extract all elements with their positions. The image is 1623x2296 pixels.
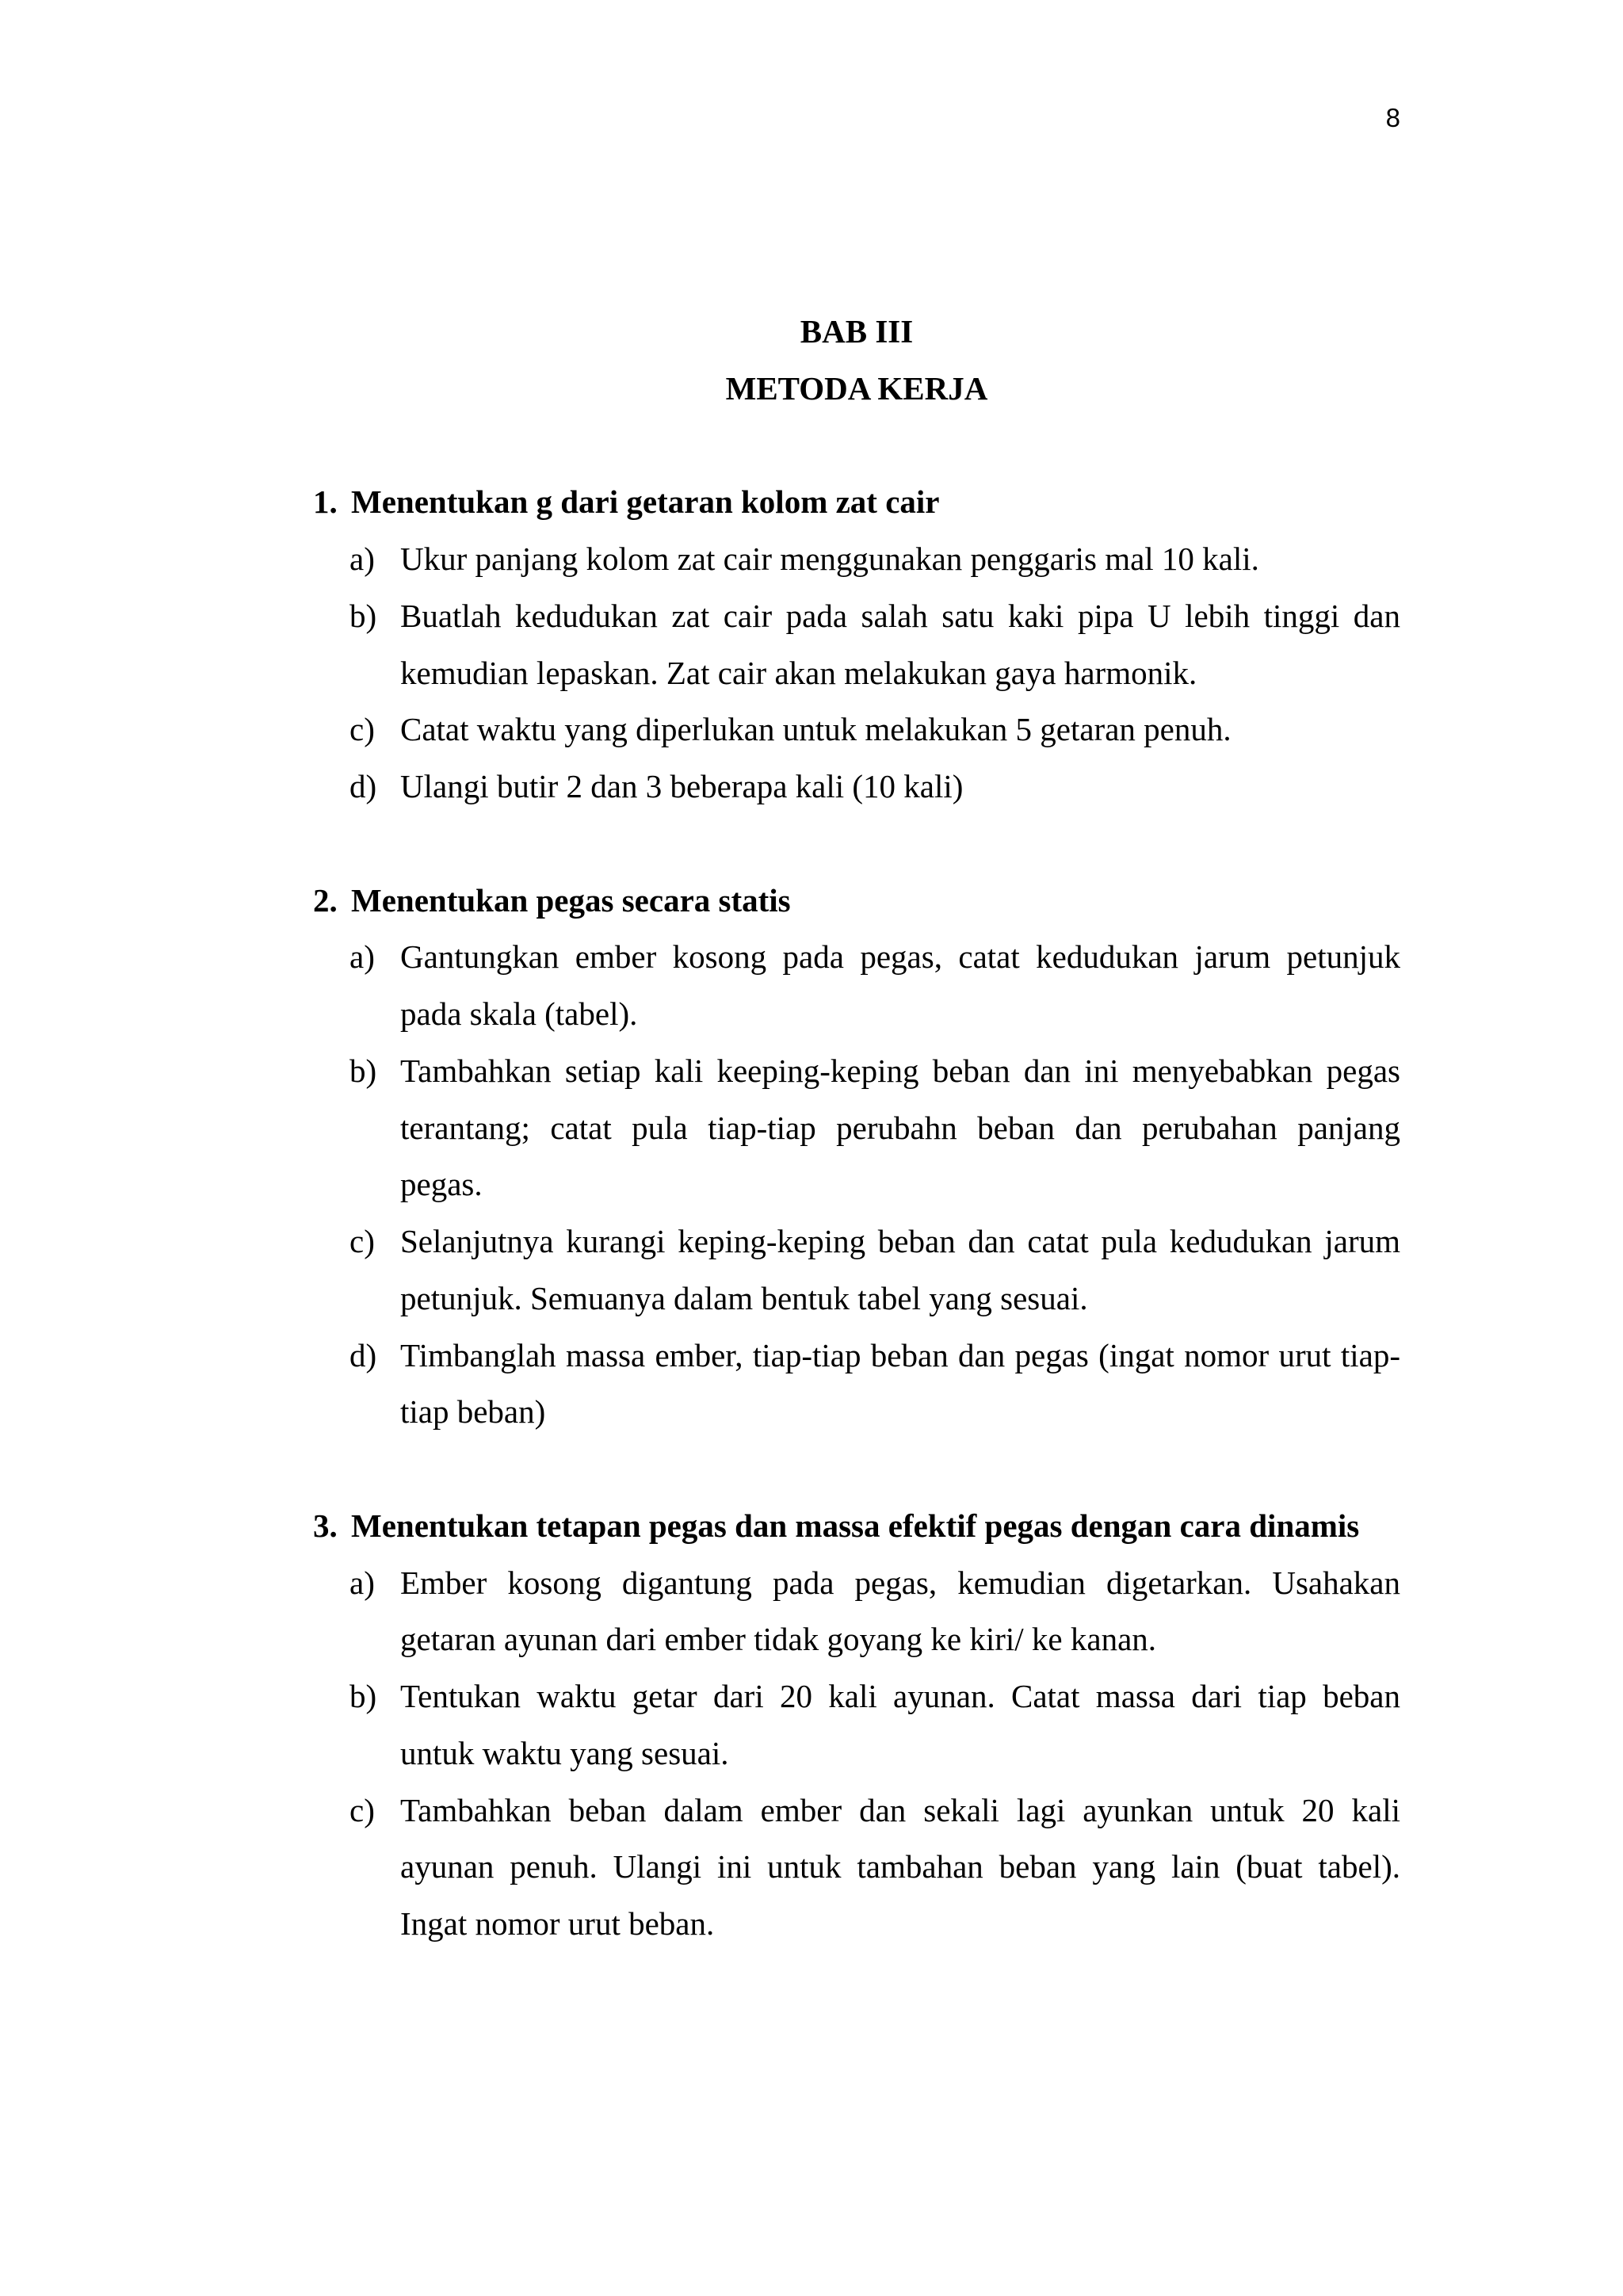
step-item — [313, 929, 1400, 1043]
step-label: d) — [349, 768, 377, 804]
step-text — [400, 1213, 1400, 1328]
section-title: Menentukan g dari getaran kolom zat cair — [351, 483, 940, 521]
step-text-line: Tambahkan beban dalam ember dan sekali lagi ayunkan untuk 20 kali — [400, 1791, 1400, 1828]
step-item — [313, 1043, 1400, 1213]
step-text — [400, 531, 1400, 588]
step-text — [400, 701, 1400, 758]
section-number: 1. — [313, 483, 338, 521]
section-2 — [313, 873, 1400, 1442]
step-text-line: Ingat nomor urut beban. — [400, 1905, 715, 1942]
step-text — [400, 1555, 1400, 1669]
section-title: Menentukan tetapan pegas dan massa efektif pegas dengan cara dinamis — [351, 1507, 1360, 1544]
step-label: a) — [349, 1564, 375, 1601]
step-text — [400, 1782, 1400, 1953]
step-text-line: petunjuk. Semuanya dalam bentuk tabel yang sesuai. — [400, 1279, 1088, 1316]
step-item — [313, 1782, 1400, 1953]
step-text — [400, 758, 1400, 816]
section-heading — [313, 1498, 1400, 1555]
step-item — [313, 588, 1400, 702]
step-text-line: Ember kosong digantung pada pegas, kemudian digetarkan. Usahakan — [400, 1564, 1400, 1601]
step-text-line: kemudian lepaskan. Zat cair akan melakukan gaya harmonik. — [400, 654, 1197, 691]
step-text-line: ayunan penuh. Ulangi ini untuk tambahan beban yang lain (buat tabel). — [400, 1848, 1400, 1885]
step-label: c) — [349, 1223, 375, 1259]
step-text — [400, 1668, 1400, 1782]
step-text-line: untuk waktu yang sesuai. — [400, 1734, 729, 1771]
step-text-line: Timbanglah massa ember, tiap-tiap beban dan pegas (ingat nomor urut tiap- — [400, 1336, 1400, 1373]
step-text-line: Tambahkan setiap kali keeping-keping beban dan ini menyebabkan pegas — [400, 1052, 1400, 1089]
section-title: Menentukan pegas secara statis — [351, 881, 791, 919]
step-text-line: Gantungkan ember kosong pada pegas, catat kedudukan jarum petunjuk — [400, 938, 1400, 976]
step-text-line: Selanjutnya kurangi keping-keping beban dan catat pula kedudukan jarum — [400, 1223, 1400, 1259]
step-text-line: Ukur panjang kolom zat cair menggunakan penggaris mal 10 kali. — [400, 541, 1259, 577]
step-text-line: terantang; catat pula tiap-tiap perubahn beban dan perubahan panjang — [400, 1109, 1400, 1146]
step-label: c) — [349, 1791, 375, 1828]
step-item — [313, 1328, 1400, 1442]
section-number: 2. — [313, 881, 338, 919]
step-label: b) — [349, 1678, 377, 1714]
step-text — [400, 929, 1400, 1043]
step-item — [313, 1668, 1400, 1782]
step-text-line: Tentukan waktu getar dari 20 kali ayunan. Catat massa dari tiap beban — [400, 1678, 1400, 1714]
step-label: c) — [349, 711, 375, 748]
step-label: b) — [349, 597, 377, 634]
section-1 — [313, 474, 1400, 816]
step-label: b) — [349, 1052, 377, 1089]
step-text-line: pegas. — [400, 1166, 483, 1203]
spacer — [313, 1441, 1400, 1498]
step-label: d) — [349, 1336, 377, 1373]
section-heading — [313, 474, 1400, 531]
chapter-title: METODA KERJA — [725, 369, 988, 407]
step-item — [313, 1213, 1400, 1328]
spacer — [313, 816, 1400, 873]
step-text — [400, 1328, 1400, 1442]
step-label: a) — [349, 541, 375, 577]
chapter-number: BAB III — [800, 313, 914, 350]
section-number: 3. — [313, 1507, 338, 1544]
section-3 — [313, 1498, 1400, 1953]
step-text-line: Catat waktu yang diperlukan untuk melakukan 5 getaran penuh. — [400, 711, 1232, 748]
step-text-line: getaran ayunan dari ember tidak goyang ke kiri/ ke kanan. — [400, 1621, 1157, 1658]
page-number: 8 — [1385, 103, 1400, 132]
step-label: a) — [349, 938, 375, 976]
spacer — [313, 418, 1400, 475]
step-text-line: tiap beban) — [400, 1393, 546, 1431]
chapter-body — [313, 304, 1400, 1953]
step-text-line: Buatlah kedudukan zat cair pada salah satu kaki pipa U lebih tinggi dan — [400, 597, 1400, 634]
step-text — [400, 588, 1400, 702]
section-heading — [313, 873, 1400, 930]
step-text — [400, 1043, 1400, 1213]
step-item — [313, 701, 1400, 758]
step-text-line: pada skala (tabel). — [400, 995, 638, 1032]
step-text-line: Ulangi butir 2 dan 3 beberapa kali (10 kali) — [400, 768, 964, 804]
step-item — [313, 531, 1400, 588]
step-item — [313, 1555, 1400, 1669]
step-item — [313, 758, 1400, 816]
